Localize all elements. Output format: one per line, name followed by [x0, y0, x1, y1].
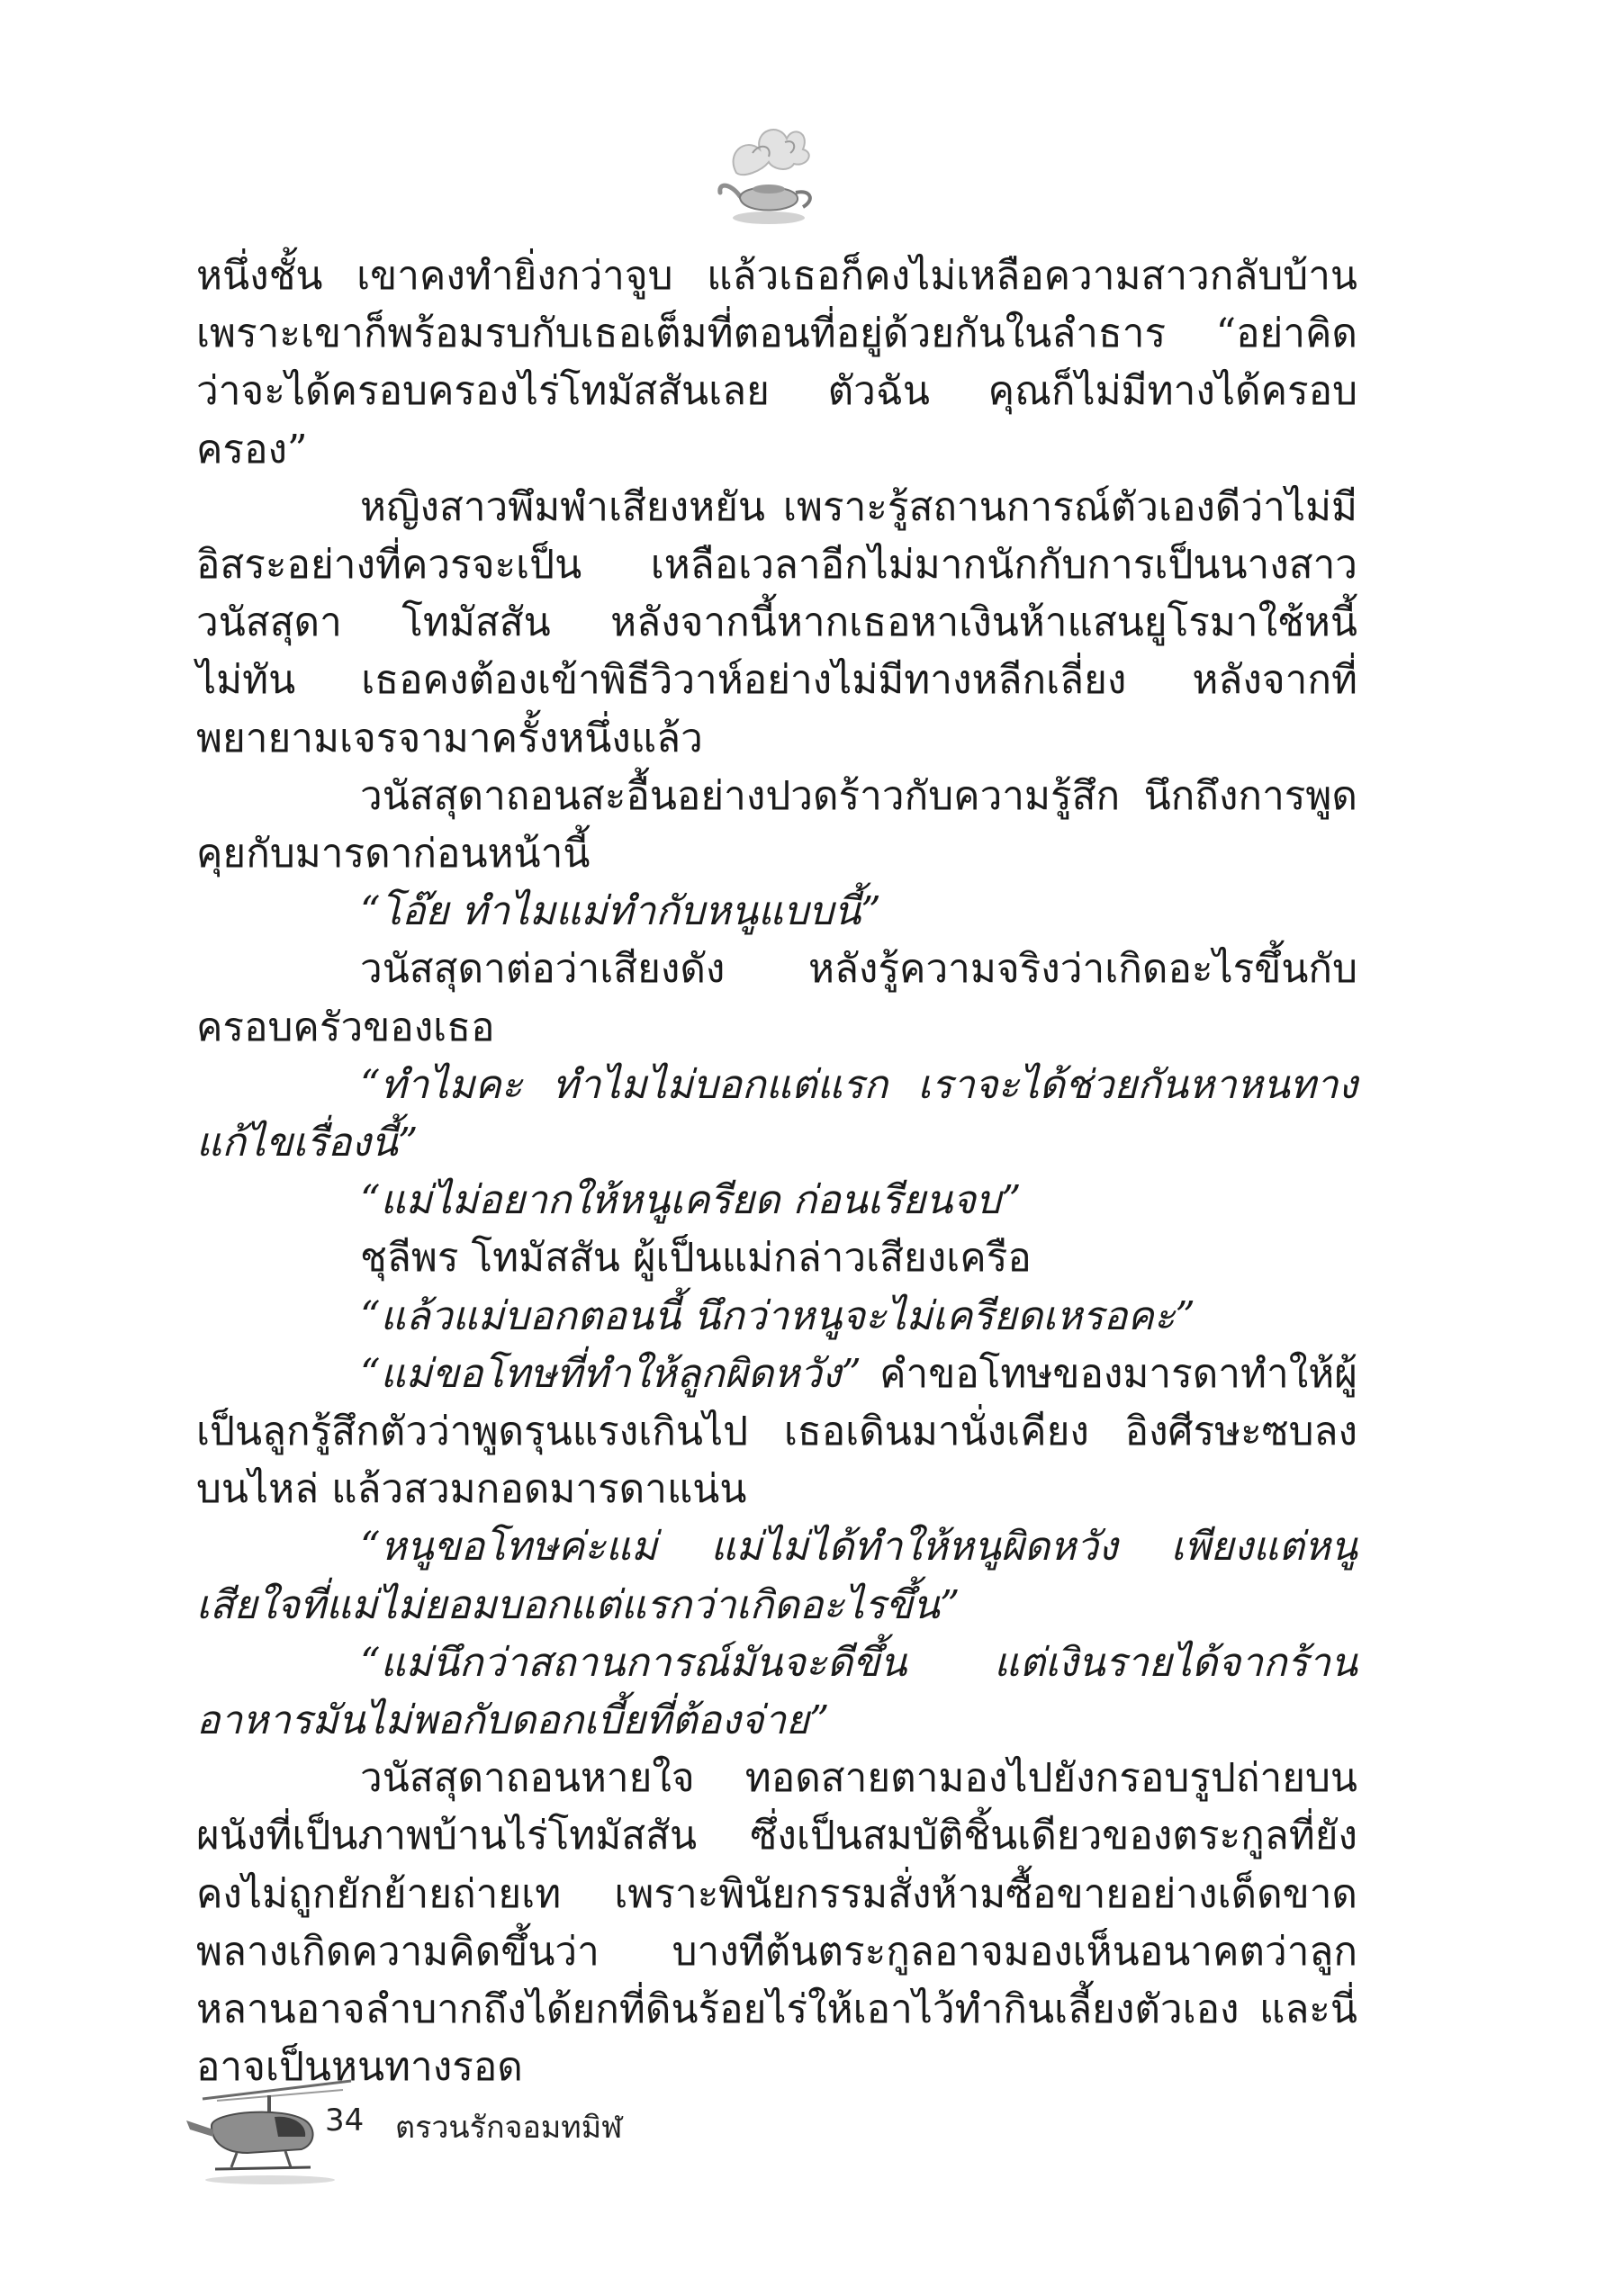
paragraph: หนึ่งชั้น เขาคงทำยิ่งกว่าจูบ แล้วเธอก็คงไม่เหลือความสาวกลับบ้าน เพราะเขาก็พร้อมรบกับเธอเต็มที่ตอนที่อยู่ด้วยกันในลำธาร “อย่าคิดว่าจะได้ครอบครองไร่โทมัสสันเลย ตัวฉัน คุณก็ไม่มีทางได้ครอบครอง”: [196, 253, 1357, 473]
paragraph: วนัสสุดาถอนสะอื้นอย่างปวดร้าวกับความรู้สึก นึกถึงการพูดคุยกับมารดาก่อนหน้านี้: [196, 772, 1357, 878]
dialogue-paragraph: “แล้วแม่บอกตอนนี้ นึกว่าหนูจะไม่เครียดเหรอคะ”: [360, 1292, 1195, 1339]
page-footer: [185, 2070, 725, 2187]
paragraph: วนัสสุดาต่อว่าเสียงดัง หลังรู้ความจริงว่าเกิดอะไรขึ้นกับครอบครัวของเธอ: [196, 946, 1357, 1050]
dialogue-quote: “แม่ขอโทษที่ทำให้ลูกผิดหวัง”: [360, 1350, 861, 1397]
dialogue-paragraph: “แม่ไม่อยากให้หนูเครียด ก่อนเรียนจบ”: [360, 1177, 1022, 1224]
page-body: [196, 248, 1357, 2097]
narration: คำขอโทษของมารดาทำให้ผู้เป็นลูกรู้สึกตัวว่าพูดรุนแรงเกินไป เธอเดินมานั่งเคียง อิงศีรษะซบลงบนไหล่ แล้วสวมกอดมารดาแน่น: [196, 1350, 1357, 1513]
paragraph: ชุลีพร โทมัสสัน ผู้เป็นแม่กล่าวเสียงเครือ: [360, 1235, 1032, 1282]
paragraph: หญิงสาวพึมพำเสียงหยัน เพราะรู้สถานการณ์ตัวเองดีว่าไม่มีอิสระอย่างที่ควรจะเป็น เหลือเวลาอีกไม่มากนักกับการเป็นนางสาววนัสสุดา โทมัสสัน หลังจากนี้หากเธอหาเงินห้าแสนยูโรมาใช้หนี้ไม่ทัน เธอคงต้องเข้าพิธีวิวาห์อย่างไม่มีทางหลีกเลี่ยง หลังจากที่พยายามเจรจามาครั้งหนึ่งแล้ว: [196, 483, 1357, 761]
page-number: 34: [325, 2102, 365, 2138]
teapot-ornament-icon: [709, 110, 826, 236]
paragraph: [196, 1346, 1357, 1519]
book-title: ตรวนรักจอมทมิฬ: [395, 2110, 623, 2146]
dialogue-paragraph: “ทำไมคะ ทำไมไม่บอกแต่แรก เราจะได้ช่วยกันหาหนทางแก้ไขเรื่องนี้”: [196, 1061, 1357, 1166]
dialogue-paragraph: “โอ๊ย ทำไมแม่ทำกับหนูแบบนี้”: [360, 888, 881, 935]
dialogue-paragraph: “หนูขอโทษค่ะแม่ แม่ไม่ได้ทำให้หนูผิดหวัง เพียงแต่หนูเสียใจที่แม่ไม่ยอมบอกแต่แรกว่าเกิดอะไรขึ้น”: [196, 1524, 1357, 1628]
dialogue-paragraph: “แม่นึกว่าสถานการณ์มันจะดีขึ้น แต่เงินรายได้จากร้านอาหารมันไม่พอกับดอกเบี้ยที่ต้องจ่าย”: [196, 1639, 1357, 1744]
paragraph: วนัสสุดาถอนหายใจ ทอดสายตามองไปยังกรอบรูปถ่ายบนผนังที่เป็นภาพบ้านไร่โทมัสสัน ซึ่งเป็นสมบัติชิ้นเดียวของตระกูลที่ยังคงไม่ถูกยักย้ายถ่ายเท เพราะพินัยกรรมสั่งห้ามซื้อขายอย่างเด็ดขาด พลางเกิดความคิดขึ้นว่า บางทีต้นตระกูลอาจมองเห็นอนาคตว่าลูกหลานอาจลำบากถึงได้ยกที่ดินร้อยไร่ให้เอาไว้ทำกินเลี้ยงตัวเอง และนี่อาจเป็นหนทางรอด: [196, 1755, 1357, 2091]
